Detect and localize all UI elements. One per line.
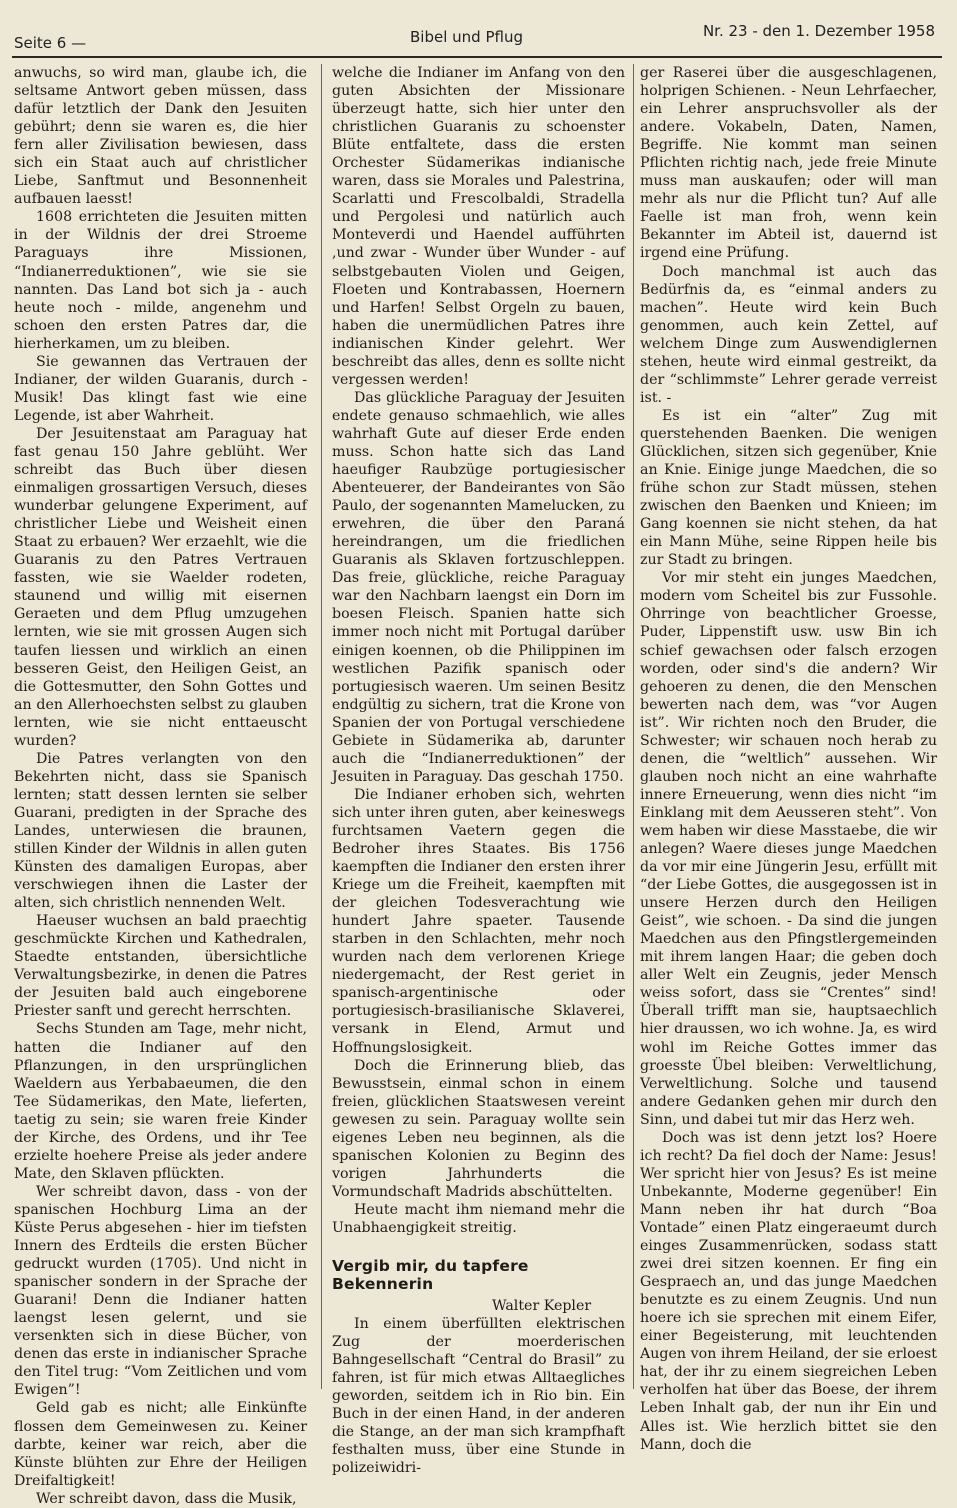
column-1 [14, 64, 307, 1507]
article-headline: Vergib mir, du tapfere Bekennerin [332, 1257, 529, 1294]
paragraph: Geld gab es nicht; alle Einkünfte flossen dem Gemeinwesen zu. Keiner darbte, keiner war reich, aber die Künste blühten zur Ehre der Heiligen Dreifaltigkeit! [14, 1400, 307, 1489]
paragraph: Sie gewannen das Vertrauen der Indianer, der wilden Guaranis, durch - Musik! Das klingt fast wie eine Legende, ist aber Wahrheit. [14, 353, 307, 424]
paragraph: 1608 errichteten die Jesuiten mitten in der Wildnis der drei Stroeme Paraguays ihre Missionen, “Indianerreduktionen”, wie sie sie nannten. Das Land bot sich ja - auch heute noch - milde, angenehm und schoen den ersten Patres dar, die hierherkamen, um zu bleiben. [14, 209, 307, 352]
column-3 [640, 64, 937, 1453]
paragraph: Sechs Stunden am Tage, mehr nicht, hatten die Indianer auf den Pflanzungen, in den ursprünglichen Waeldern aus Yerbabaeumen, die den Tee Südamerikas, den Mate, lieferten, taetig zu sein; sie waren freie Kinder der Kirche, des Ordens, und ihr Tee erzielte hoehere Preise als jeder andere Mate, den Sklaven pflückten. [14, 1021, 307, 1182]
paragraph: Wer schreibt davon, dass - von der spanischen Hochburg Lima an der Küste Perus abgesehen - hier im tiefsten Innern des Erdteils die ersten Bücher gedruckt wurden (1705). Und nicht in spanischer sondern in der Sprache der Guarani! Denn die Indianer hatten laengst lesen gelernt, und sie versenkten sich in diese Bücher, von denen das erste in indianischer Sprache den Titel trug: “Vom Zeitlichen und vom Ewigen”! [14, 1183, 307, 1399]
paragraph: In einem überfüllten elektrischen Zug der moerderischen Bahngesellschaft “Central do Brasil” zu fahren, ist für mich etwas Alltaegliches geworden, seitdem ich in Rio bin. Ein Buch in der einen Hand, in der anderen die Stange, an der man sich krampfhaft festhalten muss, über eine Stunde in polizeiwidri- [332, 1316, 625, 1477]
page-number: Seite 6 — [14, 34, 87, 52]
paragraph: Das glückliche Paraguay der Jesuiten endete genauso schmaehlich, wie alles wahrhaft Gute auf dieser Erde enden muss. Schon hatte sich das Land haeufiger Raubzüge portugiesischer Abenteuerer, der Bandeirantes von São Paulo, der sogenannten Mamelucken, zu erwehren, die über den Paraná hereindrangen, um die friedlichen Guaranis als Sklaven fortzuschleppen. Das freie, glückliche, reiche Paraguay war den Nachbarn laengst ein Dorn im boesen Fleisch. Spanien hatte sich immer noch nicht mit Portugal darüber einigen koennen, ob die Philippinen im westlichen Pazifik spanisch oder portugiesisch waeren. Um seinen Besitz endgültig zu sichern, trat die Krone von Spanien der von Portugal verschiedene Gebiete in Südamerika ab, darunter auch die “Indianerreduktionen” der Jesuiten in Paraguay. Das geschah 1750. [332, 389, 625, 785]
paragraph: Haeuser wuchsen an bald praechtig geschmückte Kirchen und Kathedralen, Staedte entstanden, übersichtliche Verwaltungsbezirke, in denen die Patres der Jesuiten bald auch eingeborene Priester sanft und gerecht herrschten. [14, 913, 307, 1020]
paragraph: Doch manchmal ist auch das Bedürfnis da, es “einmal anders zu machen”. Heute wird kein Buch genommen, auch kein Zettel, auf welchem Dinge zum Auswendiglernen stehen, heute wird einmal gestreikt, da der “schlimmste” Lehrer gerade verreist ist. - [640, 263, 937, 406]
paragraph: Die Patres verlangten von den Bekehrten nicht, dass sie Spanisch lernten; statt dessen lernten sie selber Guarani, predigten in der Sprache des Landes, unterwiesen die braunen, stillen Kinder der Wildnis in allen guten Künsten des damaligen Europas, aber verschwiegen ihnen die Laster der alten, sich christlich nennenden Welt. [14, 750, 307, 912]
paragraph: Der Jesuitenstaat am Paraguay hat fast genau 150 Jahre geblüht. Wer schreibt das Buch über diesen einmaligen grossartigen Versuch, dieses wunderbar gelungene Experiment, auf christlicher Liebe und Weisheit einen Staat zu erbauen? Wer erzaehlt, wie die Guaranis zu den Patres Vertrauen fassten, wie sie Waelder rodeten, staunend und willig mit eisernen Geraeten und dem Pflug umzugehen lernten, wie sie mit grossen Augen sich taufen liessen und wirklich an einen besseren Geist, den Heiligen Geist, an die Gottesmutter, den Sohn Gottes und an den Allerhoechsten selbst zu glauben lernten, wie sie nicht enttaeuscht wurden? [14, 425, 307, 749]
page-header [0, 22, 957, 60]
paragraph: welche die Indianer im Anfang von den guten Absichten der Missionare überzeugt hatte, sich hier unter den christlichen Guaranis zu schoenster Blüte entfaltete, dass die ersten Orchester Südamerikas indianische waren, dass sie Morales und Palestrina, Scarlatti und Frescolbaldi, Stradella und Pergolesi und natürlich auch Monteverdi und Haendel aufführten ,und zwar - Wunder über Wunder - auf selbstgebauten Violen und Geigen, Floeten und Kontrabassen, Hoernern und Harfen! Selbst Orgeln zu bauen, haben die unermüdlichen Patres ihre indianischen Kinder gelehrt. Wer beschreibt das alles, denn es sollte nicht vergessen werden! [332, 65, 625, 388]
paragraph: Wer schreibt davon, dass die Musik, [36, 1490, 297, 1507]
paragraph: ger Raserei über die ausgeschlagenen, holprigen Schienen. - Neun Lehrfaecher, ein Lehrer anspruchsvoller als der andere. Vokabeln, Daten, Namen, Begriffe. Nie kommt man seinen Pflichten richtig nach, jede freie Minute muss man auskaufen; oder will man mehr als nur die Pflicht tun? Auf alle Faelle ist man froh, wenn kein Bekannter im Abteil ist, dauernd ist irgend eine Prüfung. [640, 65, 937, 262]
column-2 [332, 64, 625, 1477]
column-divider-1 [321, 64, 322, 1389]
publication-title: Bibel und Pflug [410, 28, 523, 46]
paragraph: Doch was ist denn jetzt los? Hoere ich recht? Da fiel doch der Name: Jesus! Wer spricht hier von Jesus? Es ist meine Unbekannte, Moderne gegenüber! Ein Mann neben ihr hat durch “Boa Vontade” einen Platz eingeraeumt durch einges Zusammenrücken, sodass statt zwei drei sitzen koennen. Er fing ein Gespraech an, und das junge Maedchen benutzte es zu einem Zeugnis. Und nun hoere ich sie sprechen mit einem Eifer, einer Begeisterung, mit leuchtenden Augen von ihrem Heiland, der sie erloest hat, der ihr zu einem siegreichen Leben verholfen hat über das Boese, der ihrem Leben Inhalt gab, der nun ihr Ein und Alles ist. Wie herzlich bittet sie den Mann, doch die [640, 1129, 937, 1453]
paragraph: Die Indianer erhoben sich, wehrten sich unter ihren guten, aber keineswegs furchtsamen Vaetern gegen die Bedroher ihres Staates. Bis 1756 kaempften die Indianer den ersten ihrer Kriege um die Freiheit, kaempften mit der gleichen Todesverachtung wie hundert Jahre spaeter. Tausende starben in den Schlachten, mehr noch wurden nach dem verlorenen Kriege niedergemacht, der Rest geriet in spanisch-argentinische oder portugiesisch-brasilianische Sklaverei, versank in Elend, Armut und Hoffnungslosigkeit. [332, 786, 625, 1056]
paragraph: Heute macht ihm niemand mehr die Unabhaengigkeit streitig. [332, 1201, 625, 1236]
paragraph: anwuchs, so wird man, glaube ich, die seltsame Antwort geben müssen, dass dafür letztlich der Dank den Jesuiten gebührt; denn sie waren es, die hier fern aller Zivilisation bewiesen, dass sich ein Staat auch auf christlicher Liebe, Sanftmut und Besonnenheit aufbauen laesst! [14, 65, 307, 208]
column-divider-2 [633, 64, 634, 1389]
article-author: Walter Kepler [492, 1298, 592, 1315]
paragraph: Doch die Erinnerung blieb, das Bewusstsein, einmal schon in einem freien, glücklichen Staatswesen vereint gewesen zu sein. Paraguay wollte sein eigenes Leben neu beginnen, als die spanischen Kolonien zu Beginn des vorigen Jahrhunderts die Vormundschaft Madrids abschüttelten. [332, 1057, 625, 1200]
header-rule [12, 56, 942, 58]
paragraph: Vor mir steht ein junges Maedchen, modern vom Scheitel bis zur Fussohle. Ohrringe von beachtlicher Groesse, Puder, Lippenstift usw. usw Bin ich schief gewachsen oder falsch erzogen worden, oder sind's die andern? Wir gehoeren zu denen, die den Menschen bewerten nach dem, was “vor Augen ist”. Wir richten noch den Bruder, die Schwester; wir schauen noch herab zu denen, die “weltlich” aussehen. Wir glauben noch nicht an eine wahrhafte innere Erneuerung, wenn dies nicht “im Einklang mit dem Aeusseren steht”. Von wem haben wir diese Masstaebe, die wir anlegen? Waere dieses junge Maedchen da vor mir eine Jüngerin Jesu, erfüllt mit “der Liebe Gottes, die ausgegossen ist in unsere Herzen durch den Heiligen Geist”, wie schoen. - Da sind die jungen Maedchen aus den Pfingstlergemeinden mit ihrem langen Haar; die geben doch aller Welt ein Zeugnis, jeder Mensch weiss sofort, dass sie “Crentes” sind! Überall trifft man sie, hauptsaechlich hier draussen, wo ich wohne. Ja, es wird wohl im Reiche Gottes immer das groesste Übel bleiben: Verweltlichung, Verweltlichung. Solche und tausend andere Gedanken gehen mir durch den Sinn, und dabei tut mir das Herz weh. [640, 570, 937, 1128]
issue-date: Nr. 23 - den 1. Dezember 1958 [702, 22, 935, 40]
paragraph: Es ist ein “alter” Zug mit querstehenden Baenken. Die wenigen Glücklichen, sitzen sich gegenüber, Knie an Knie. Einige junge Maedchen, die so frühe schon zur Stadt müssen, stehen zwischen den Baenken und Knieen; im Gang koennen sie nicht stehen, da hat ein Mann Mühe, seine Rippen heile bis zur Stadt zu bringen. [640, 407, 937, 569]
